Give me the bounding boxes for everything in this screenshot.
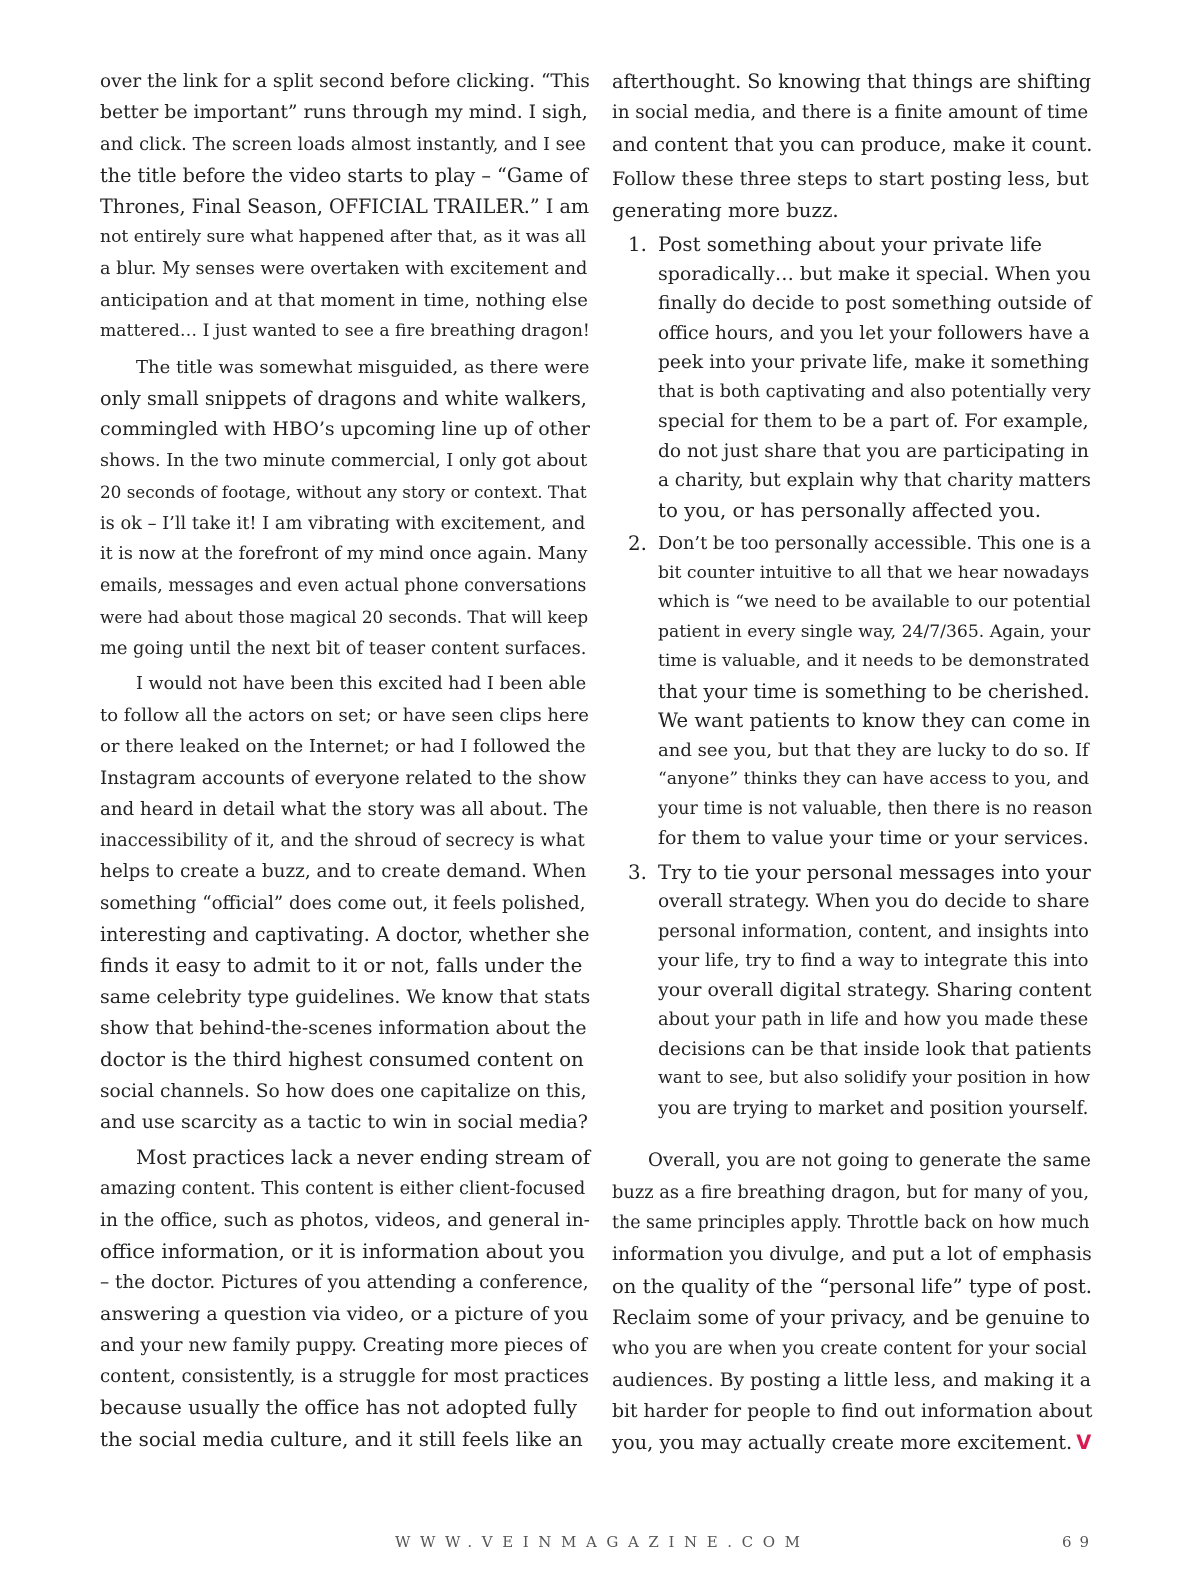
- paragraph: [612, 164, 1092, 227]
- text-line: Thrones, Final Season, OFFICIAL TRAILER.” I am: [100, 195, 590, 219]
- text-line: which is “we need to be available to our potential: [658, 592, 1091, 613]
- text-line: and see you, but that they are lucky to do so. If: [658, 739, 1089, 761]
- text-line: show that behind-the-scenes information about the: [100, 1017, 587, 1039]
- text-line: The title was somewhat misguided, as there were: [136, 356, 590, 378]
- text-line: shows. In the two minute commercial, I only got about: [100, 450, 588, 471]
- text-line: amazing content. This content is either client-focused: [100, 1178, 586, 1200]
- text-line: that is both captivating and also potentially very: [658, 381, 1091, 402]
- text-line-last: [612, 1427, 1092, 1458]
- text-line: personal information, content, and insights into: [658, 920, 1089, 942]
- text-line: and heard in detail what the story was all about. The: [100, 798, 589, 820]
- text-line: me going until the next bit of teaser content surfaces.: [100, 638, 587, 660]
- text-line: a blur. My senses were overtaken with excitement and: [100, 258, 588, 279]
- text-line: that your time is something to be cherished.: [658, 679, 1090, 703]
- text-line: were had about those magical 20 seconds. That will keep: [100, 607, 589, 628]
- text-line: better be important” runs through my mind. I sigh,: [100, 102, 588, 124]
- text-line: peek into your private life, make it something: [658, 352, 1090, 374]
- text-line: “anyone” thinks they can have access to you, and: [658, 769, 1090, 790]
- page-footer: [0, 1533, 1200, 1557]
- text-line: only small snippets of dragons and white walkers,: [100, 386, 587, 410]
- text-line: office hours, and you let your followers have a: [658, 322, 1090, 344]
- text-line: office information, or it is information about you: [100, 1239, 585, 1263]
- text-line: Don’t be too personally accessible. This one is a: [658, 533, 1092, 555]
- text-line: content, consistently, is a struggle for most practices: [100, 1366, 589, 1388]
- text-line: the title before the video starts to play – “Game of: [100, 163, 588, 187]
- text-line: overall strategy. When you do decide to share: [658, 891, 1090, 913]
- text-line: anticipation and at that moment in time, nothing else: [100, 290, 588, 312]
- text-line: mattered… I just wanted to see a fire breathing dragon!: [100, 321, 590, 342]
- text-line: over the link for a split second before clicking. “This: [100, 71, 590, 92]
- text-line: and content that you can produce, make it count.: [612, 132, 1093, 156]
- text-line: social channels. So how does one capitalize on this,: [100, 1080, 587, 1102]
- text-line: time is valuable, and it needs to be demonstrated: [658, 651, 1090, 672]
- list-item: [612, 858, 1092, 1124]
- text-line: or there leaked on the Internet; or had I followed the: [100, 736, 586, 758]
- text-line: sporadically… but make it special. When you: [658, 262, 1091, 285]
- text-line: audiences. By posting a little less, and making it a: [612, 1369, 1091, 1391]
- text-line: afterthought. So knowing that things are shifting: [612, 70, 1092, 93]
- text-line: want to see, but also solidify your position in how: [658, 1068, 1091, 1089]
- text-line: Overall, you are not going to generate the same: [648, 1150, 1091, 1172]
- text-line: and your new family puppy. Creating more pieces of: [100, 1334, 588, 1356]
- end-mark-icon: V: [1076, 1431, 1092, 1455]
- page-number: 69: [1062, 1533, 1098, 1551]
- text-line: same celebrity type guidelines. We know that stats: [100, 985, 591, 1008]
- list-number: 3.: [628, 860, 647, 884]
- paragraph: [100, 66, 590, 348]
- text-line: your time is not valuable, then there is no reason: [658, 798, 1093, 819]
- text-line: it is now at the forefront of my mind once again. Many: [100, 544, 588, 565]
- list-item: [612, 230, 1092, 525]
- paragraph: [100, 1142, 590, 1455]
- text-line: for them to value your time or your services.: [658, 827, 1089, 850]
- text-line: emails, messages and even actual phone conversations: [100, 575, 587, 596]
- text-line: the same principles apply. Throttle back on how much: [612, 1213, 1090, 1234]
- text-line: answering a question via video, or a picture of you: [100, 1302, 589, 1325]
- text-line: – the doctor. Pictures of you attending a conference,: [100, 1272, 589, 1294]
- text-line: you, you may actually create more excitement.: [612, 1431, 1073, 1455]
- text-line: to you, or has personally affected you.: [658, 498, 1042, 522]
- text-line: Most practices lack a never ending stream of: [136, 1146, 591, 1170]
- right-column: [612, 66, 1092, 1462]
- text-line: decisions can be that inside look that patients: [658, 1038, 1092, 1060]
- text-line: not entirely sure what happened after that, as it was all: [100, 227, 587, 248]
- text-line: Post something about your private life: [658, 233, 1042, 257]
- footer-url: WWW.VEINMAGAZINE.COM: [395, 1533, 810, 1551]
- text-line: information you divulge, and put a lot of emphasis: [612, 1244, 1092, 1266]
- text-line: is ok – I’ll take it! I am vibrating with excitement, and: [100, 513, 586, 535]
- text-line: 20 seconds of footage, without any story or context. That: [100, 481, 587, 502]
- left-column: [100, 66, 590, 1459]
- text-line: generating more buzz.: [612, 199, 839, 223]
- text-line: because usually the office has not adopted fully: [100, 1396, 578, 1420]
- list-number: 1.: [628, 233, 647, 257]
- text-line: do not just share that you are participating in: [658, 440, 1089, 462]
- text-line: to follow all the actors on set; or have seen clips here: [100, 704, 589, 726]
- paragraph: [100, 669, 590, 1138]
- text-line: you are trying to market and position yourself.: [658, 1097, 1089, 1119]
- text-line: helps to create a buzz, and to create demand. When: [100, 861, 587, 883]
- text-line: something “official” does come out, it feels polished,: [100, 892, 586, 914]
- text-line: buzz as a fire breathing dragon, but for many of you,: [612, 1181, 1089, 1203]
- text-line: your overall digital strategy. Sharing content: [658, 978, 1092, 1001]
- text-line: I would not have been this excited had I been able: [136, 673, 587, 694]
- text-line: and use scarcity as a tactic to win in social media?: [100, 1110, 588, 1133]
- text-line: finds it easy to admit to it or not, falls under the: [100, 954, 583, 978]
- text-line: who you are when you create content for your social: [612, 1338, 1087, 1360]
- text-line: finally do decide to post something outside of: [658, 293, 1092, 315]
- text-line: Instagram accounts of everyone related to the show: [100, 767, 587, 789]
- text-line: your life, try to find a way to integrate this into: [658, 950, 1089, 972]
- text-line: bit harder for people to find out information about: [612, 1400, 1093, 1422]
- list-number: 2.: [628, 532, 647, 556]
- paragraph: [100, 352, 590, 665]
- closing-paragraph: [612, 1145, 1092, 1458]
- text-line: Try to tie your personal messages into your: [658, 860, 1091, 884]
- text-line: doctor is the third highest consumed content on: [100, 1048, 584, 1072]
- text-line: special for them to be a part of. For example,: [658, 411, 1089, 433]
- text-line: We want patients to know they can come in: [658, 709, 1091, 733]
- text-line: in the office, such as photos, videos, and general in-: [100, 1209, 590, 1231]
- list-item: [612, 529, 1092, 854]
- text-line: commingled with HBO’s upcoming line up of other: [100, 418, 590, 441]
- text-line: patient in every single way, 24/7/365. Again, your: [658, 621, 1091, 642]
- text-line: about your path in life and how you made these: [658, 1009, 1089, 1031]
- text-line: bit counter intuitive to all that we hear nowadays: [658, 562, 1090, 583]
- text-line: interesting and captivating. A doctor, whether she: [100, 923, 590, 947]
- paragraph: [612, 66, 1092, 160]
- text-line: Reclaim some of your privacy, and be genuine to: [612, 1305, 1090, 1329]
- text-line: and click. The screen loads almost instantly, and I see: [100, 133, 586, 155]
- text-line: a charity, but explain why that charity matters: [658, 470, 1091, 492]
- text-line: inaccessibility of it, and the shroud of secrecy is what: [100, 830, 585, 852]
- text-line: the social media culture, and it still feels like an: [100, 1427, 583, 1451]
- text-line: in social media, and there is a finite amount of time: [612, 102, 1089, 124]
- text-line: on the quality of the “personal life” type of post.: [612, 1274, 1092, 1298]
- text-line: Follow these three steps to start posting less, but: [612, 167, 1089, 190]
